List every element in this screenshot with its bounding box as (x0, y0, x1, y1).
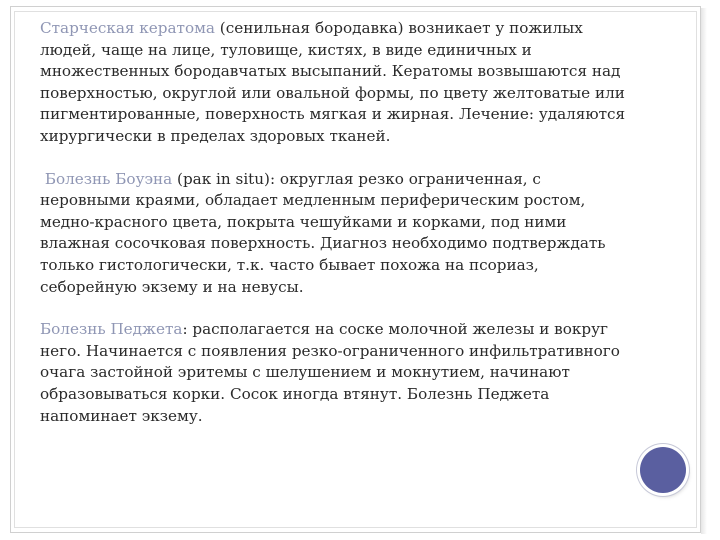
paragraph-bowen-text: (рак in situ): округлая резко ограниченная, с неровными краями, обладает медленным периферическим ростом, медно-красного цвета, покрыта чешуйками и корками, под ними влажная сосочковая поверхность. Диагноз необходимо подтверждать только гистологически, т.к. часто бывает похожа на псориаз, себорейную экзему и на невусы. (40, 169, 606, 296)
frame-bottom-inner (14, 527, 696, 528)
paragraph-paget-text: : располагается на соске молочной железы и вокруг него. Начинается с появления резко-ограниченного инфильтративного очага застойной эритемы с шелушением и мокнутием, начинают образовываться корки. Сосок иногда втянут. Болезнь Педжета напоминает экзему. (40, 320, 620, 425)
term-keratoma: Старческая кератома (40, 19, 215, 37)
frame-top-inner (14, 11, 696, 12)
slide-body (40, 18, 630, 427)
paragraph-paget (40, 319, 630, 427)
frame-bottom-outer (10, 532, 700, 533)
paragraph-bowen (40, 169, 630, 299)
paragraph-keratoma-text: (сенильная бородавка) возникает у пожилых людей, чаще на лице, туловище, кистях, в виде единичных и множественных бородавчатых высыпаний. Кератомы возвышаются над поверхностью, округлой или овальной формы, по цвету желтоватые или пигментированные, поверхность мягкая и жирная. Лечение: удаляются хирургически в пределах здоровых тканей. (40, 19, 626, 145)
frame-shadow (701, 8, 707, 534)
frame-left-inner (14, 11, 15, 528)
term-bowen: Болезнь Боуэна (44, 169, 173, 188)
paragraph-keratoma (40, 18, 630, 148)
term-paget: Болезнь Педжета (40, 320, 183, 339)
decorative-circle-icon (640, 447, 686, 493)
frame-top-outer (10, 6, 700, 7)
frame-left-outer (10, 6, 11, 533)
frame-right-inner (696, 11, 697, 528)
